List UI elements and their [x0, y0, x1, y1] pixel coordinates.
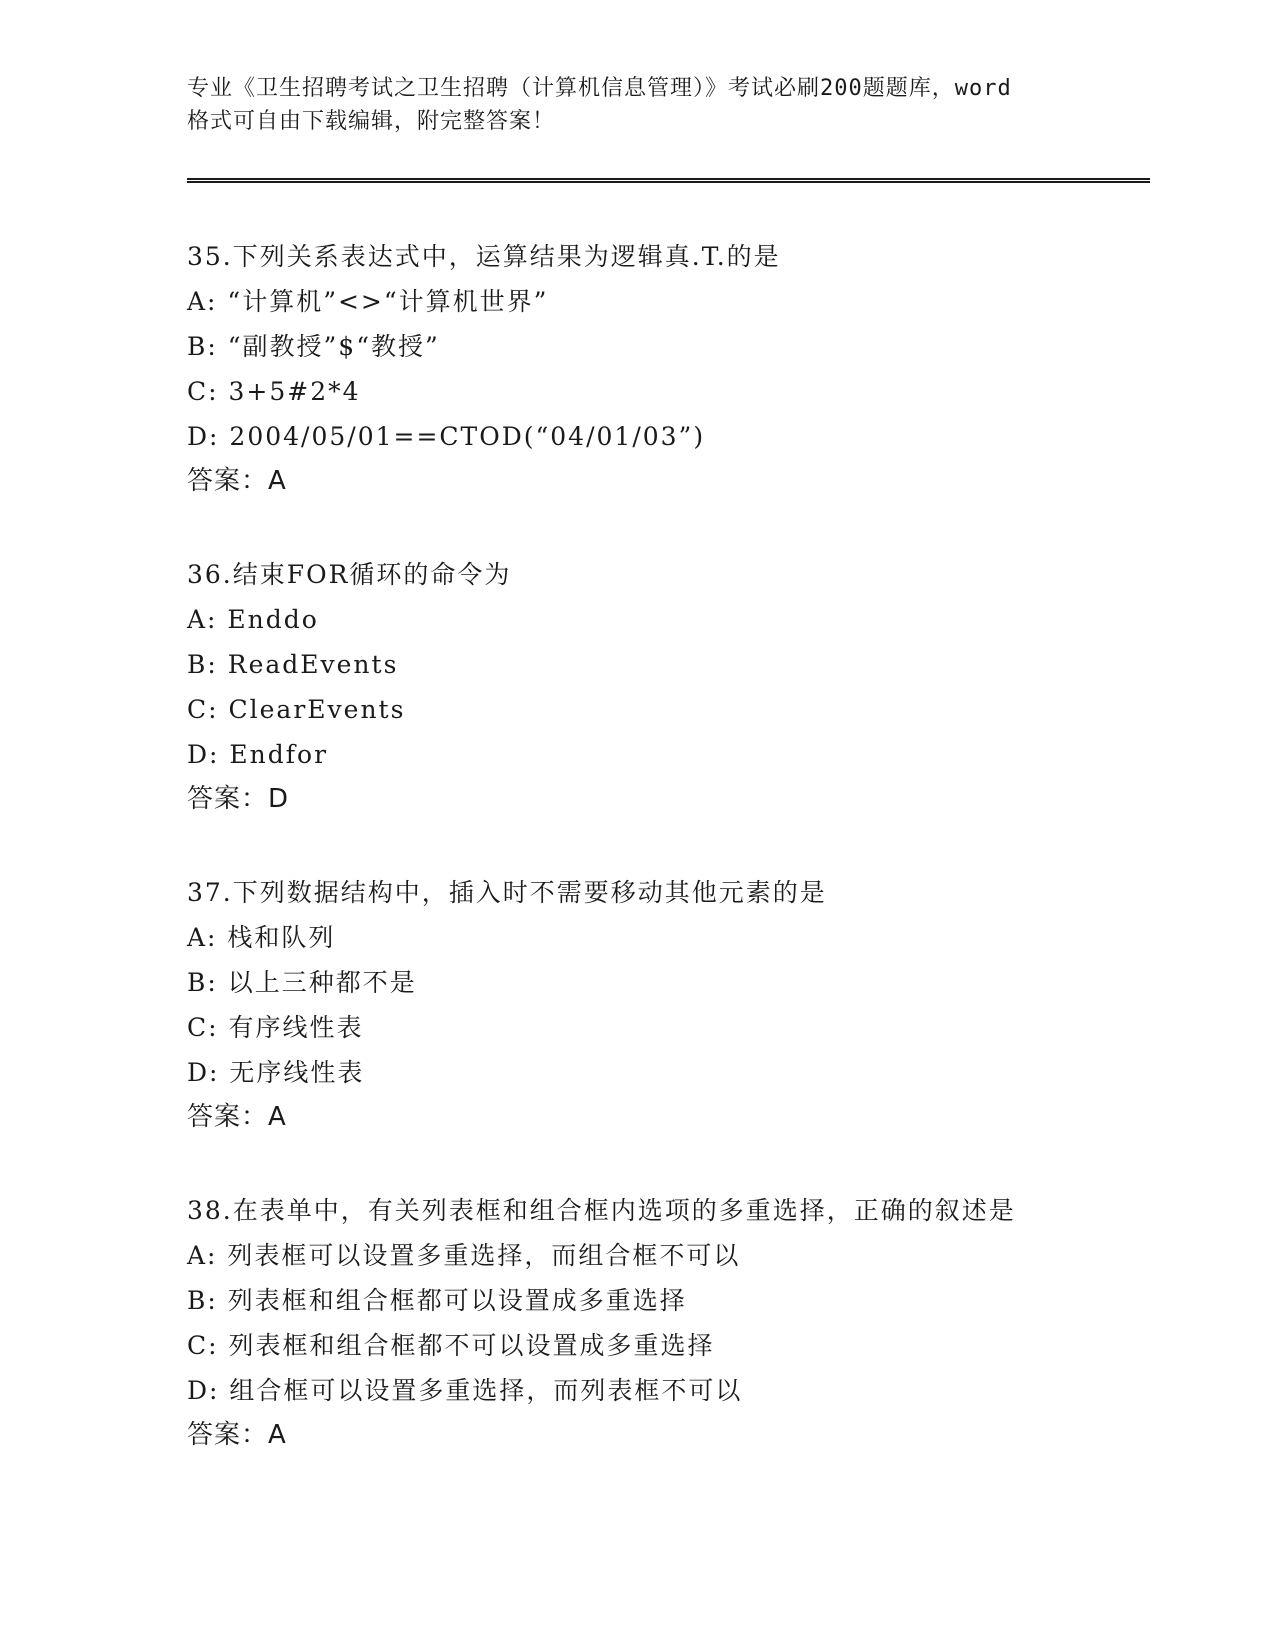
option-a: A: 列表框可以设置多重选择，而组合框不可以: [187, 1241, 741, 1270]
option-a: A: “计算机”<>“计算机世界”: [187, 287, 549, 316]
header-line-1: 专业《卫生招聘考试之卫生招聘（计算机信息管理）》考试必刷200题题库，word: [187, 76, 1012, 101]
question-stem: 35.下列关系表达式中，运算结果为逻辑真.T.的是: [187, 242, 781, 271]
option-a: A: Enddo: [187, 605, 319, 634]
option-b: B: 以上三种都不是: [187, 968, 417, 997]
answer: 答案：A: [187, 466, 287, 496]
question-37: [187, 870, 1137, 1140]
option-d: D: Endfor: [187, 740, 329, 769]
option-c: C: ClearEvents: [187, 695, 406, 724]
option-c: C: 有序线性表: [187, 1013, 364, 1042]
question-38: [187, 1188, 1137, 1458]
option-d: D: 组合框可以设置多重选择，而列表框不可以: [187, 1376, 743, 1405]
option-c: C: 列表框和组合框都不可以设置成多重选择: [187, 1331, 715, 1360]
question-stem: 38.在表单中，有关列表框和组合框内选项的多重选择，正确的叙述是: [187, 1196, 1016, 1225]
header-line-2: 格式可自由下载编辑，附完整答案！: [187, 109, 556, 134]
question-36: [187, 552, 1137, 822]
question-35: [187, 234, 1137, 504]
option-d: D: 2004/05/01==CTOD(“04/01/03”): [187, 422, 706, 451]
answer: 答案：A: [187, 1420, 287, 1450]
option-d: D: 无序线性表: [187, 1058, 365, 1087]
document-header: [187, 72, 1087, 138]
option-c: C: 3+5#2*4: [187, 377, 361, 406]
option-b: B: 列表框和组合框都可以设置成多重选择: [187, 1286, 687, 1315]
option-b: B: ReadEvents: [187, 650, 399, 679]
answer: 答案：A: [187, 1102, 287, 1132]
question-stem: 36.结束FOR循环的命令为: [187, 560, 512, 589]
header-double-rule: [187, 178, 1150, 183]
option-b: B: “副教授”$“教授”: [187, 332, 440, 361]
option-a: A: 栈和队列: [187, 923, 336, 952]
answer: 答案：D: [187, 784, 290, 814]
question-stem: 37.下列数据结构中，插入时不需要移动其他元素的是: [187, 878, 827, 907]
